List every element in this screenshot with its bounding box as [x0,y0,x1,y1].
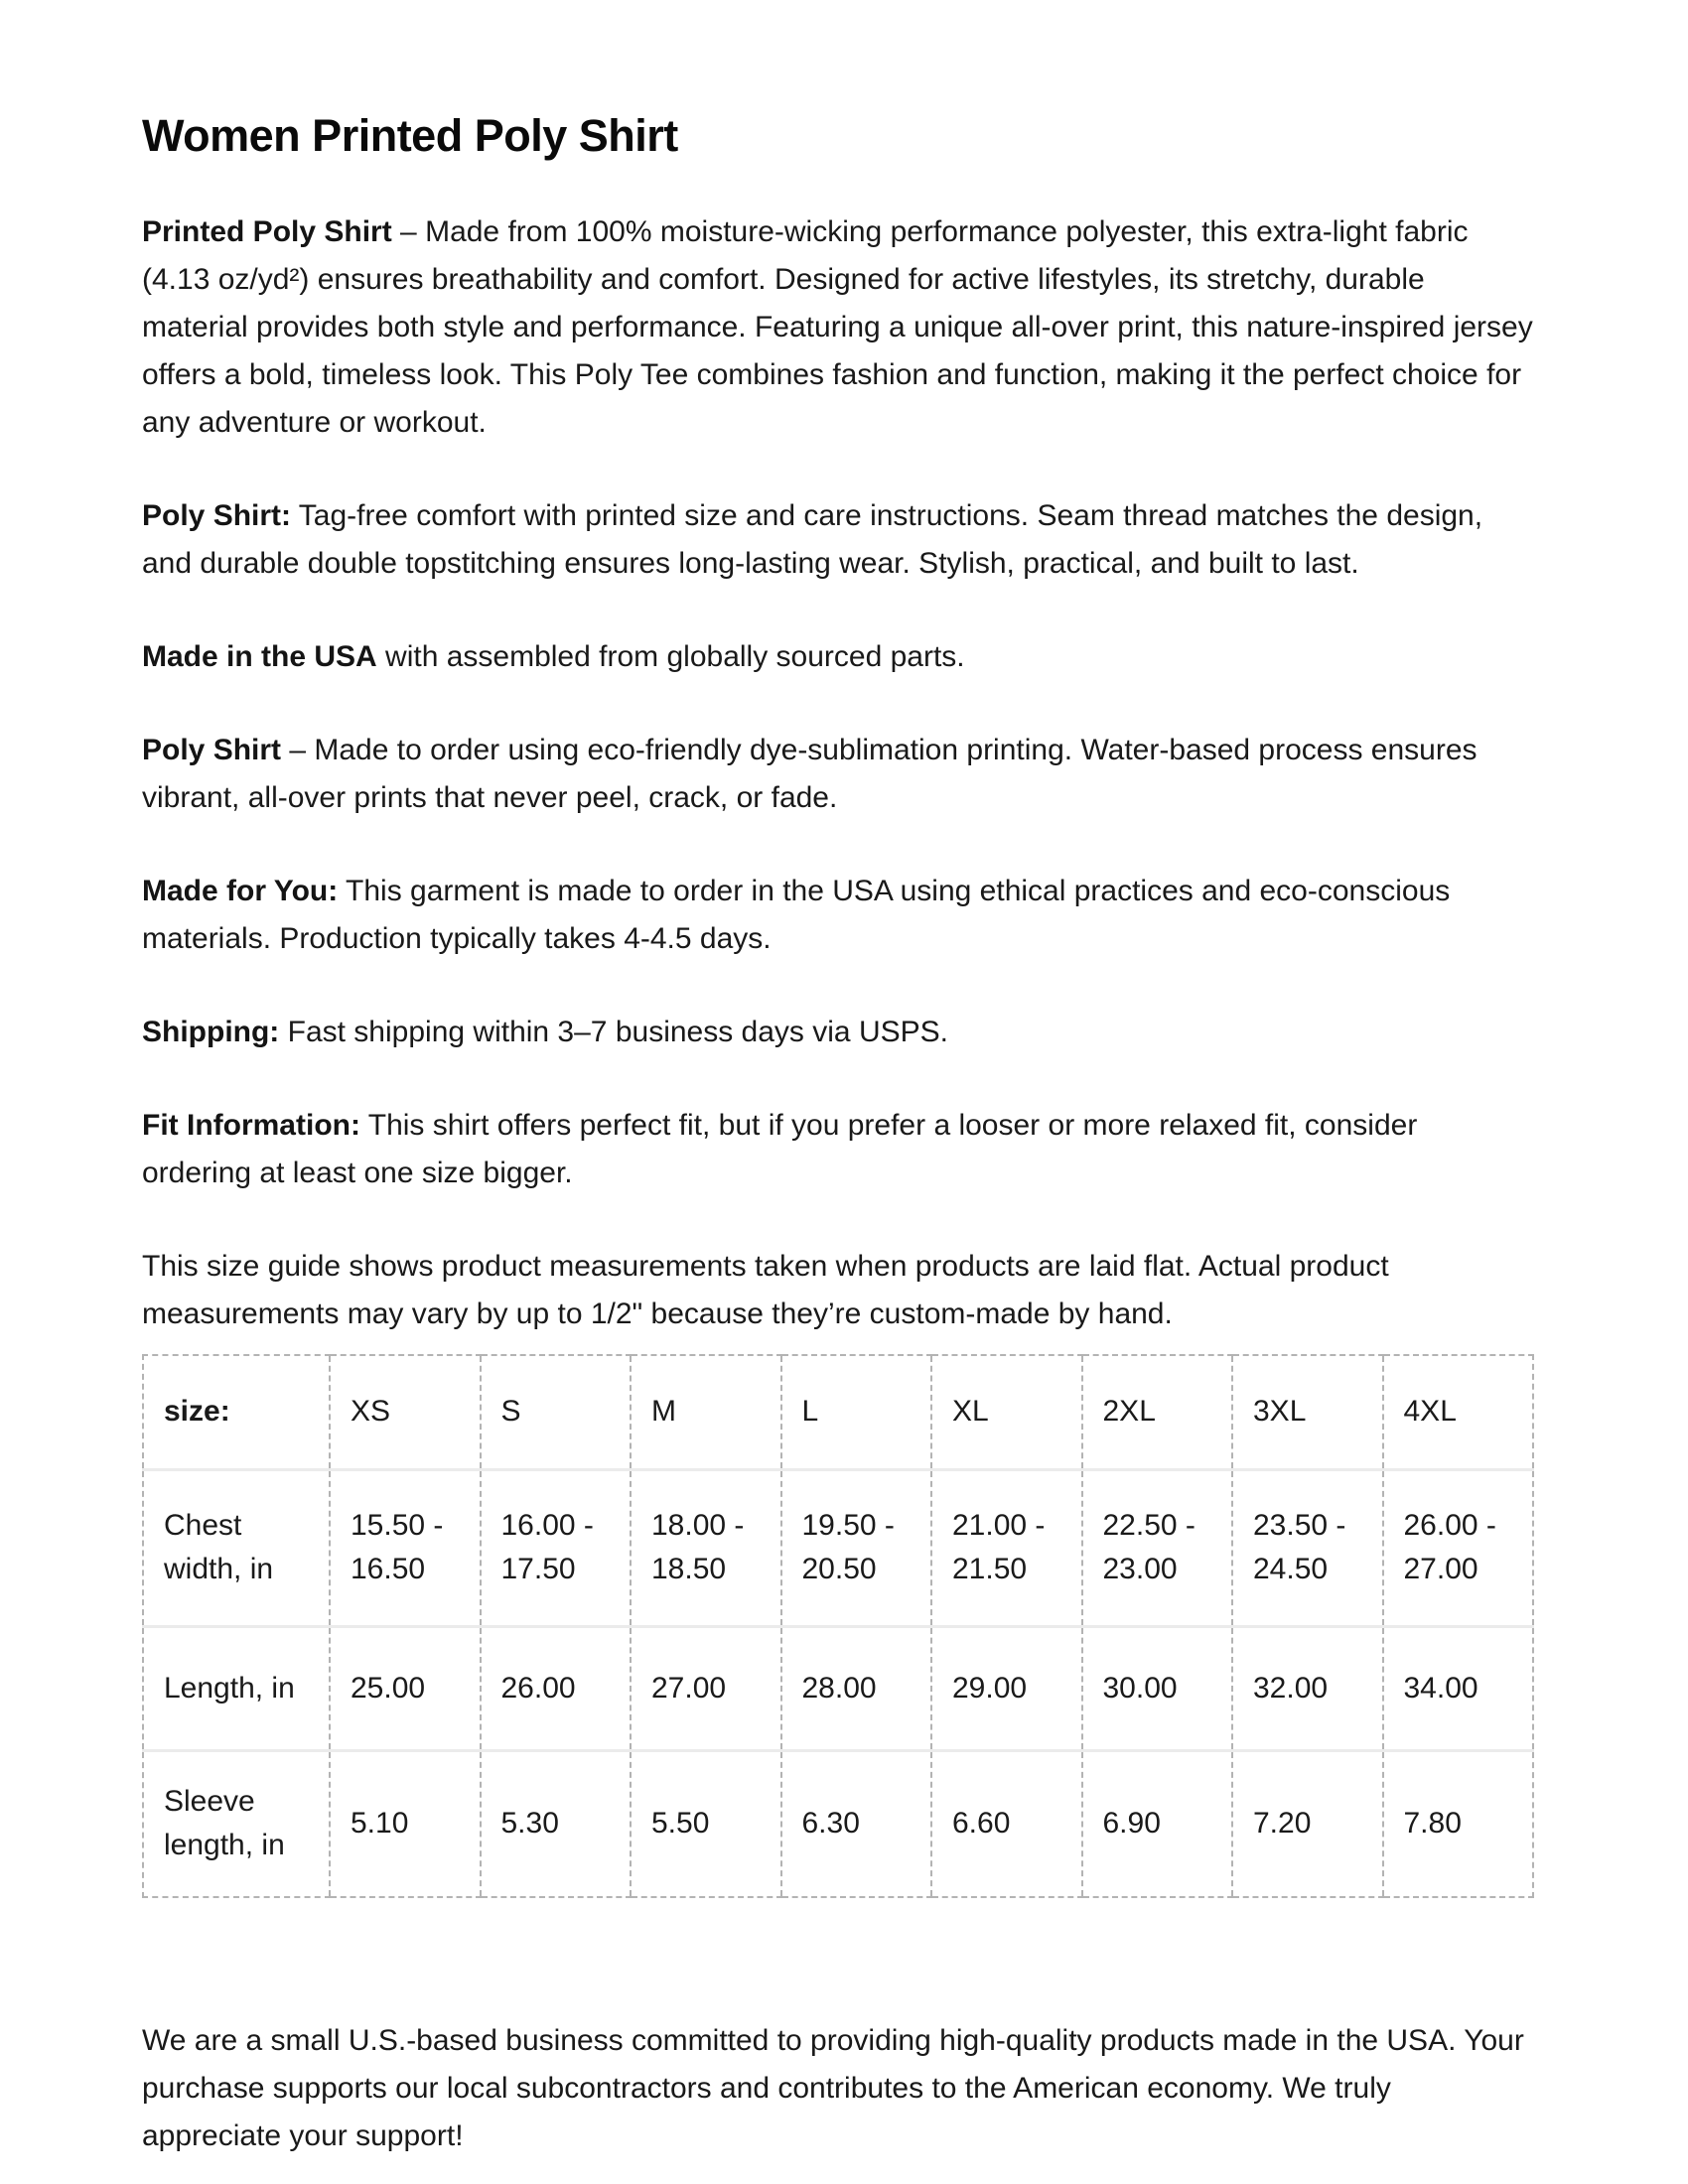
paragraph-text: – Made to order using eco-friendly dye-sublimation printing. Water-based process ensures vibrant, all-over prints that never peel, crack, or fade. [142,734,1477,814]
paragraph-text: This garment is made to order in the USA using ethical practices and eco-conscious materials. Production typically takes 4-4.5 days. [142,875,1451,955]
paragraph-lead: Printed Poly Shirt [142,215,392,248]
table-cell: 15.50 - 16.50 [330,1469,481,1626]
table-row-sleeve-length [143,1750,1533,1897]
table-cell: 25.00 [330,1626,481,1750]
table-cell: 27.00 [631,1626,781,1750]
size-guide-table [142,1354,1534,1898]
paragraph-made-for-you [142,868,1534,963]
table-cell: 34.00 [1383,1626,1534,1750]
paragraph-lead: Poly Shirt [142,734,282,766]
table-header-row [143,1355,1533,1469]
table-cell: 7.80 [1383,1750,1534,1897]
paragraph-fit-information [142,1102,1534,1197]
paragraph-text: Tag-free comfort with printed size and care instructions. Seam thread matches the design, and durable double topstitching ensures long-lasting wear. Stylish, practical, and built to last. [142,499,1483,580]
table-header-2xl: 2XL [1082,1355,1233,1469]
paragraph-eco-printing [142,727,1534,822]
paragraph-lead: Made in the USA [142,640,377,673]
table-cell: 5.50 [631,1750,781,1897]
table-row-length [143,1626,1533,1750]
paragraph-product-description [142,208,1534,447]
table-cell: 22.50 - 23.00 [1082,1469,1233,1626]
paragraph-text: This shirt offers perfect fit, but if you prefer a looser or more relaxed fit, consider ordering at least one size bigger. [142,1109,1418,1189]
paragraph-size-guide-note [142,1243,1534,1338]
paragraph-text: This size guide shows product measurements taken when products are laid flat. Actual product measurements may vary by up to 1/2" because they’re custom-made by hand. [142,1250,1389,1330]
paragraph-shipping [142,1009,1534,1056]
paragraph-text: We are a small U.S.-based business committed to providing high-quality products made in the USA. Your purchase supports our local subcontractors and contributes to the American economy. We truly appreciate your support! [142,2024,1524,2152]
table-cell: 21.00 - 21.50 [931,1469,1082,1626]
table-cell: 23.50 - 24.50 [1232,1469,1383,1626]
table-cell: 18.00 - 18.50 [631,1469,781,1626]
table-cell: 6.30 [781,1750,932,1897]
table-cell: 16.00 - 17.50 [481,1469,632,1626]
table-cell: 5.10 [330,1750,481,1897]
table-cell: 6.90 [1082,1750,1233,1897]
row-label: Length, in [143,1626,330,1750]
table-cell: 28.00 [781,1626,932,1750]
paragraph-made-in-usa [142,633,1534,681]
table-row-chest-width [143,1469,1533,1626]
paragraph-text: Fast shipping within 3–7 business days via USPS. [279,1016,948,1048]
paragraph-lead: Poly Shirt: [142,499,292,532]
table-cell: 19.50 - 20.50 [781,1469,932,1626]
table-header-m: M [631,1355,781,1469]
paragraph-lead: Shipping: [142,1016,280,1048]
row-label: Chest width, in [143,1469,330,1626]
paragraph-lead: Fit Information: [142,1109,360,1142]
table-header-s: S [481,1355,632,1469]
paragraph-business-note [142,2017,1534,2160]
table-cell: 26.00 [481,1626,632,1750]
table-cell: 29.00 [931,1626,1082,1750]
table-cell: 26.00 - 27.00 [1383,1469,1534,1626]
table-header-size-label: size: [143,1355,330,1469]
paragraph-poly-shirt-comfort [142,492,1534,588]
table-header-3xl: 3XL [1232,1355,1383,1469]
table-header-xl: XL [931,1355,1082,1469]
table-header-4xl: 4XL [1383,1355,1534,1469]
paragraph-text: with assembled from globally sourced parts. [376,640,965,673]
table-cell: 5.30 [481,1750,632,1897]
paragraph-text: – Made from 100% moisture-wicking performance polyester, this extra-light fabric (4.13 oz/yd²) ensures breathability and comfort. Designed for active lifestyles, its stretchy, durable material provides both style and performance. Featuring a unique all-over print, this nature-inspired jersey offers a bold, timeless look. This Poly Tee combines fashion and function, making it the perfect choice for any adventure or workout. [142,215,1533,439]
table-cell: 6.60 [931,1750,1082,1897]
row-label: Sleeve length, in [143,1750,330,1897]
page-title: Women Printed Poly Shirt [142,110,678,161]
table-header-xs: XS [330,1355,481,1469]
table-cell: 32.00 [1232,1626,1383,1750]
table-header-l: L [781,1355,932,1469]
paragraph-lead: Made for You: [142,875,339,907]
table-cell: 30.00 [1082,1626,1233,1750]
table-cell: 7.20 [1232,1750,1383,1897]
